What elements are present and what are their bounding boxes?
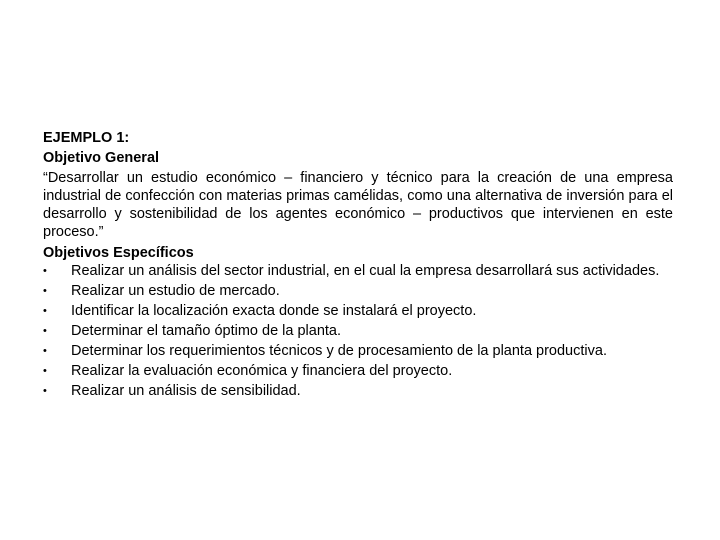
objective-item-text: Identificar la localización exacta donde se instalará el proyecto. — [71, 303, 477, 319]
general-objective-text: “Desarrollar un estudio económico – financiero y técnico para la creación de una empresa industrial de confección con materias primas camélidas, como una alternativa de inversión para el desarrollo y sostenibilidad de los agentes económico – productivos que intervienen en este proceso.” — [43, 170, 673, 240]
general-objective-heading: Objetivo General — [43, 150, 160, 166]
objective-item-text: Determinar los requerimientos técnicos y de procesamiento de la planta productiva. — [71, 343, 607, 359]
specific-objectives-heading: Objetivos Específicos — [43, 245, 194, 261]
bullet-icon: • — [43, 325, 47, 337]
objective-item — [43, 283, 673, 300]
bullet-icon: • — [43, 265, 47, 277]
objective-item — [43, 263, 673, 280]
bullet-icon: • — [43, 305, 47, 317]
slide-content — [43, 128, 673, 400]
objective-item-text: Realizar un análisis de sensibilidad. — [71, 383, 301, 399]
objective-item-text: Realizar un análisis del sector industrial, en el cual la empresa desarrollará sus actividades. — [71, 263, 660, 279]
objective-item — [43, 303, 673, 320]
example-title: EJEMPLO 1: — [43, 130, 130, 146]
objective-item — [43, 383, 673, 400]
objective-item — [43, 363, 673, 380]
objective-item — [43, 323, 673, 340]
objective-item-text: Determinar el tamaño óptimo de la planta. — [71, 323, 342, 339]
objective-item — [43, 343, 673, 360]
bullet-icon: • — [43, 365, 47, 377]
bullet-icon: • — [43, 385, 47, 397]
specific-objectives-list — [43, 263, 673, 400]
bullet-icon: • — [43, 345, 47, 357]
objective-item-text: Realizar un estudio de mercado. — [71, 283, 280, 299]
bullet-icon: • — [43, 285, 47, 297]
objective-item-text: Realizar la evaluación económica y financiera del proyecto. — [71, 363, 453, 379]
